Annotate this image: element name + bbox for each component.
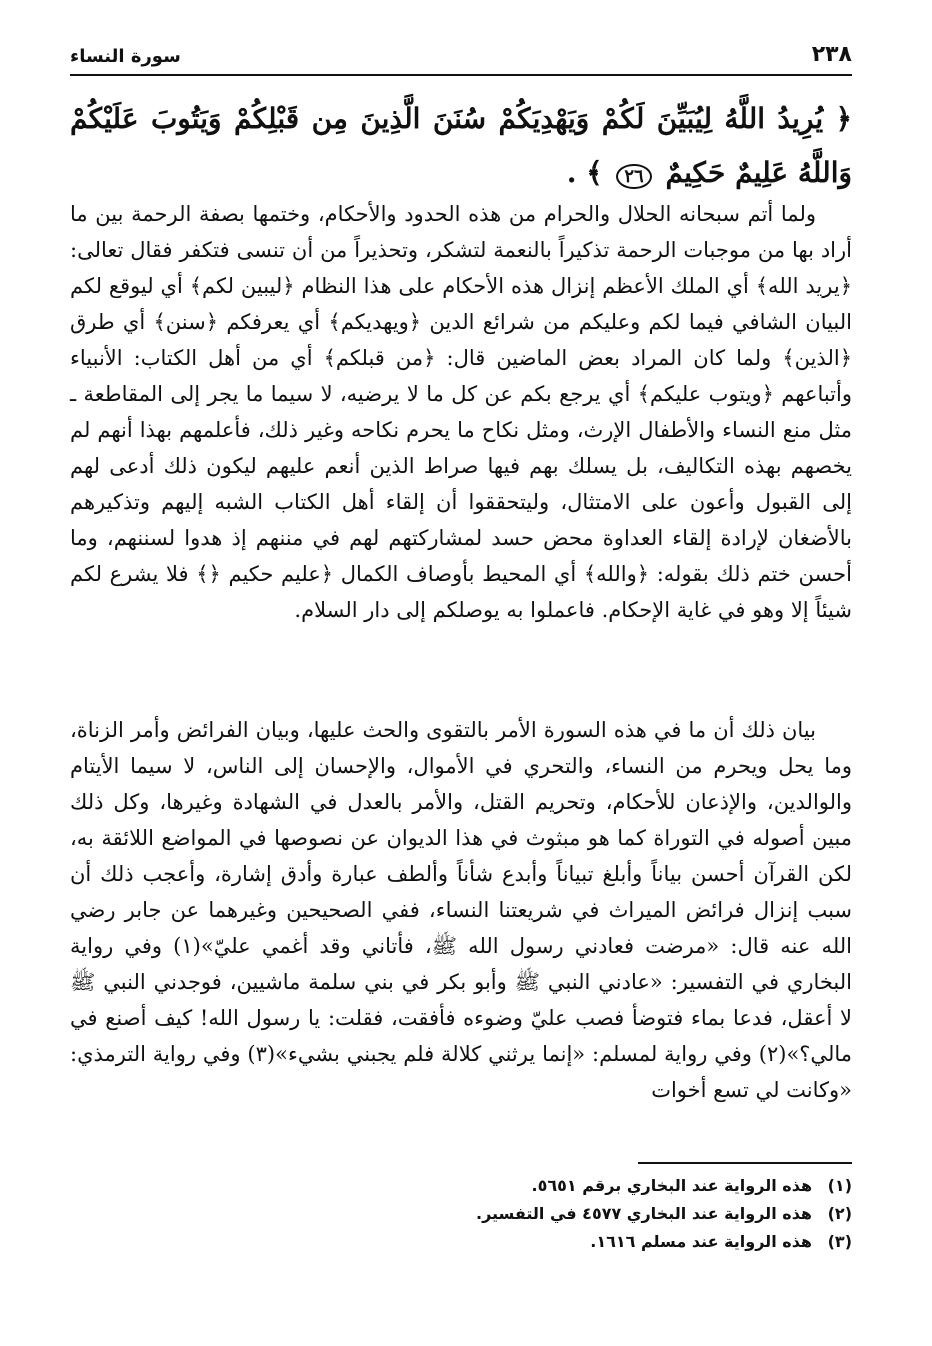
verse-end: ﴾ . — [566, 156, 603, 189]
commentary-paragraph-2 — [70, 712, 852, 1108]
footnote-number: (١) — [827, 1176, 852, 1195]
footnote-text: هذه الرواية عند مسلم ١٦١٦. — [590, 1232, 813, 1251]
footnote-number: (٣) — [827, 1232, 852, 1251]
commentary-paragraph-1 — [70, 196, 852, 628]
paragraph-text: ولما أتم سبحانه الحلال والحرام من هذه الحدود والأحكام، وختمها بصفة الرحمة بين ما أراد بها من موجبات الرحمة تذكيراً بالنعمة لتشكر، وتحذيراً من أن تنسى فتكفر فقال تعالى: ﴿يريد الله﴾ أي الملك الأعظم إنزال هذه الأحكام على هذا النظام ﴿ليبين لكم﴾ أي ليوقع لكم البيان الشافي فيما لكم وعليكم من شرائع الدين ﴿ويهديكم﴾ أي يعرفكم ﴿سنن﴾ أي طرق ﴿الذين﴾ ولما كان المراد بعض الماضين قال: ﴿من قبلكم﴾ أي من أهل الكتاب: الأنبياء وأتباعهم ﴿ويتوب عليكم﴾ أي يرجع بكم عن كل ما لا يرضيه، لا سيما ما يجر إلى المقاطعة ـ مثل منع النساء والأطفال الإرث، ومثل نكاح ما يحرم نكاحه وغير ذلك، فأعلمهم بهذا أنهم لم يخصهم بهذه التكاليف، بل يسلك بهم فيها صراط الذين أنعم عليهم ليكون ذلك أدعى لهم إلى القبول وأعون على الامتثال، وليتحققوا أن إلقاء أهل الكتاب الشبه إليهم وتذكيرهم بالأضغان لإرادة إلقاء العداوة محض حسد لمشاركتهم لهم في مننهم إذ هدوا لسننهم، وما أحسن ختم ذلك بقوله: ﴿والله﴾ أي المحيط بأوصاف الكمال ﴿عليم حكيم ﴿﴾ فلا يشرع لكم شيئاً إلا وهو في غاية الإحكام. فاعملوا به يوصلكم إلى دار السلام. — [70, 202, 852, 622]
footnote-text: هذه الرواية عند البخاري ٤٥٧٧ في التفسير. — [475, 1204, 813, 1223]
paragraph-text: بيان ذلك أن ما في هذه السورة الأمر بالتقوى والحث عليها، وبيان الفرائض وأمر الزناة، وما يحل ويحرم من النساء، والتحري في الأموال، والإحسان إلى الناس، لا سيما الأيتام والوالدين، والإذعان للأحكام، وتحريم القتل، والأمر بالعدل في الشهادة وغيرها، وكل ذلك مبين أصوله في التوراة كما هو مبثوث في هذا الديوان عن نصوصها في المواضع اللائقة به، لكن القرآن أحسن بياناً وأبلغ تبياناً وأبدع شأناً وألطف عبارة وأدق إشارة، وأعجب ذلك أن سبب إنزال فرائض الميراث في شريعتنا النساء، ففي الصحيحين وغيرهما عن جابر رضي الله عنه قال: «مرضت فعادني رسول الله ﷺ، فأتاني وقد أغمي عليّ»(١) وفي رواية البخاري في التفسير: «عادني النبي ﷺ وأبو بكر في بني سلمة ماشيين، فوجدني النبي ﷺ لا أعقل، فدعا بماء فتوضأ فصب عليّ وضوءه فأفقت، فقلت: يا رسول الله! كيف أصنع في مالي؟»(٢) وفي رواية لمسلم: «إنما يرثني كلالة فلم يجبني بشيء»(٣) وفي رواية الترمذي: «وكانت لي تسع أخوات — [70, 718, 853, 1102]
surah-title: سورة النساء — [70, 46, 181, 67]
footnote-text: هذه الرواية عند البخاري برقم ٥٦٥١. — [531, 1176, 813, 1195]
footnote-separator — [638, 1162, 852, 1164]
verse-text: ﴿ يُرِيدُ اللَّهُ لِيُبَيِّنَ لَكُمْ وَيَهْدِيَكُمْ سُنَنَ الَّذِينَ مِن قَبْلِكُمْ وَيَتُوبَ عَلَيْكُمْ وَاللَّهُ عَلِيمٌ حَكِيمٌ — [70, 102, 852, 189]
footnote-number: (٢) — [827, 1204, 852, 1223]
page-number: ٢٣٨ — [811, 42, 852, 67]
footnote-item — [420, 1172, 852, 1200]
footnote-item — [420, 1200, 852, 1228]
footnote-item — [420, 1228, 852, 1256]
footnotes — [420, 1172, 852, 1256]
running-header — [70, 40, 852, 76]
quran-verse — [70, 92, 852, 204]
ayah-number: ٢٦ — [616, 164, 651, 189]
